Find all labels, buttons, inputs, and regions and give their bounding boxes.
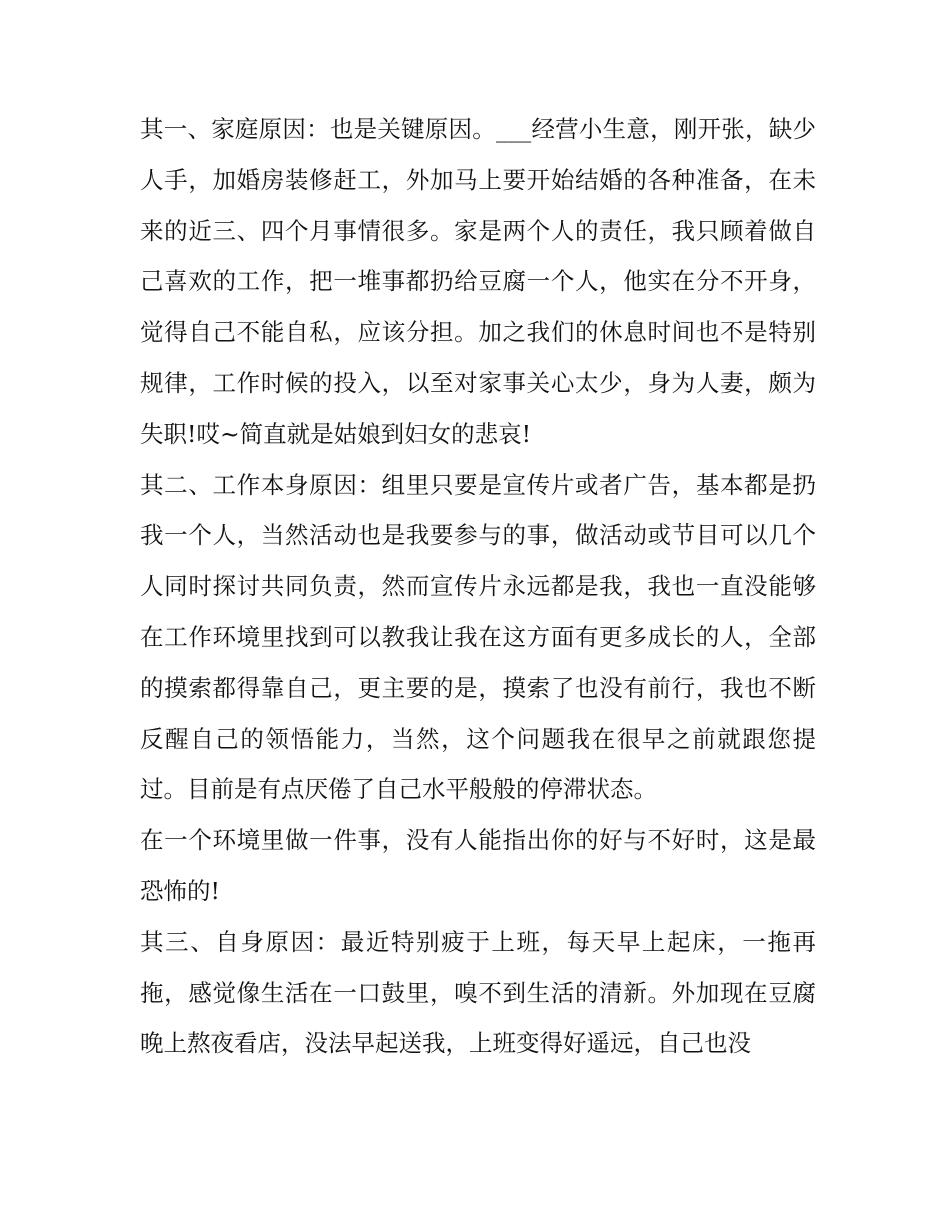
paragraph-work-reason: 其二、工作本身原因：组里只要是宣传片或者广告，基本都是扔我一个人，当然活动也是我要参与的事，做活动或节目可以几个人同时探讨共同负责，然而宣传片永远都是我，我也一直没能够在工作环境里找到可以教我让我在这方面有更多成长的人，全部的摸索都得靠自己，更主要的是，摸索了也没有前行，我也不断反醒自己的领悟能力，当然，这个问题我在很早之前就跟您提过。目前是有点厌倦了自己水平般般的停滞状态。 [140,470,816,804]
document-body [140,104,816,1069]
paragraph-personal-reason: 其三、自身原因：最近特别疲于上班，每天早上起床，一拖再拖，感觉像生活在一口鼓里，嗅不到生活的清新。外加现在豆腐晚上熬夜看店，没法早起送我，上班变得好遥远，自己也没 [140,927,816,1058]
paragraph-family-reason: 其一、家庭原因：也是关键原因。___经营小生意，刚开张，缺少人手，加婚房装修赶工，外加马上要开始结婚的各种准备，在未来的近三、四个月事情很多。家是两个人的责任，我只顾着做自己喜欢的工作，把一堆事都扔给豆腐一个人，他实在分不开身，觉得自己不能自私，应该分担。加之我们的休息时间也不是特别规律，工作时候的投入，以至对家事关心太少，身为人妻，颇为失职!哎~简直就是姑娘到妇女的悲哀! [140,115,816,448]
paragraph-environment-remark: 在一个环境里做一件事，没有人能指出你的好与不好时，这是最恐怖的! [140,826,816,905]
